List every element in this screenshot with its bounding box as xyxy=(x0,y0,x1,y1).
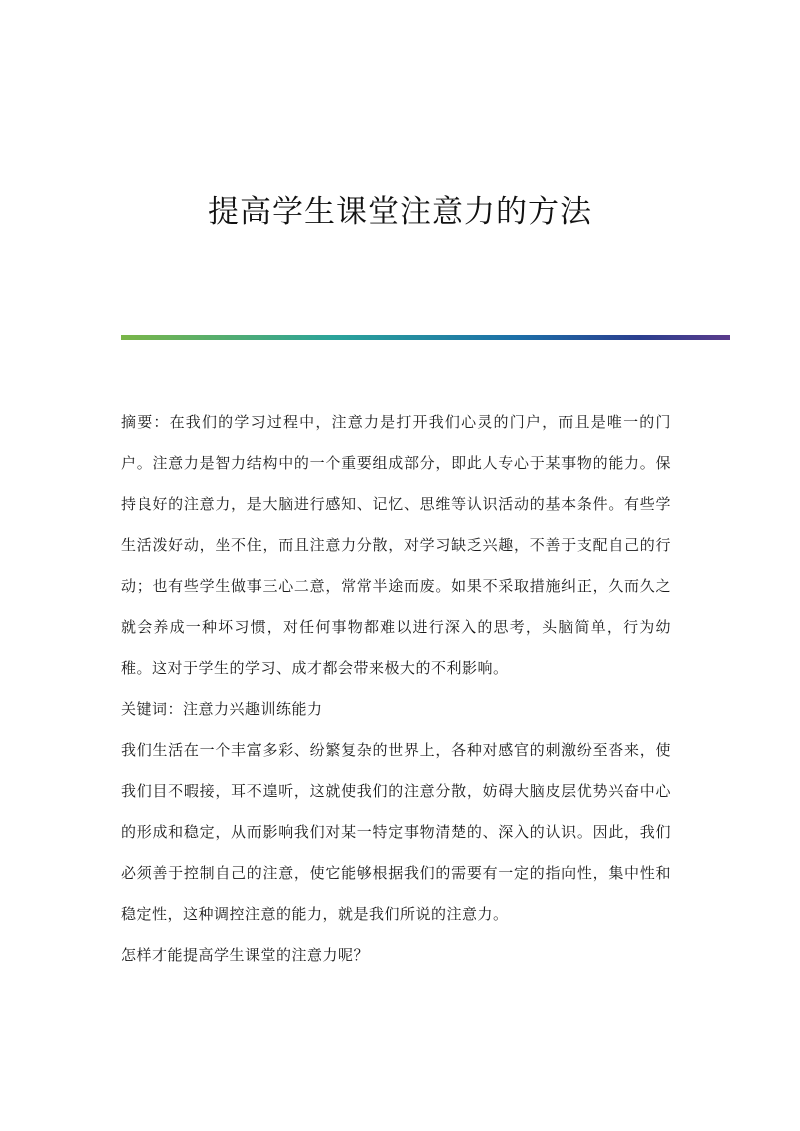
body-paragraph: 我们生活在一个丰富多彩、纷繁复杂的世界上，各种对感官的刺激纷至沓来，使我们目不暇接，耳不遑听，这就使我们的注意分散，妨碍大脑皮层优势兴奋中心的形成和稳定，从而影响我们对某一特定事物清楚的、深入的认识。因此，我们必须善于控制自己的注意，使它能够根据我们的需要有一定的指向性，集中性和稳定性，这种调控注意的能力，就是我们所说的注意力。 xyxy=(121,741,671,923)
keywords-line: 关键词：注意力兴趣训练能力 xyxy=(121,700,323,718)
question-line: 怎样才能提高学生课堂的注意力呢？ xyxy=(121,946,370,964)
document-title: 提高学生课堂注意力的方法 xyxy=(208,194,592,230)
document-body xyxy=(121,402,671,976)
gradient-divider xyxy=(121,335,730,340)
abstract-paragraph: 摘要：在我们的学习过程中，注意力是打开我们心灵的门户，而且是唯一的门户。注意力是智力结构中的一个重要组成部分，即此人专心于某事物的能力。保持良好的注意力，是大脑进行感知、记忆、思维等认识活动的基本条件。有些学生活泼好动，坐不住，而且注意力分散，对学习缺乏兴趣，不善于支配自己的行动；也有些学生做事三心二意，常常半途而废。如果不采取措施纠正，久而久之就会养成一种坏习惯，对任何事物都难以进行深入的思考，头脑简单，行为幼稚。这对于学生的学习、成才都会带来极大的不利影响。 xyxy=(121,413,671,677)
